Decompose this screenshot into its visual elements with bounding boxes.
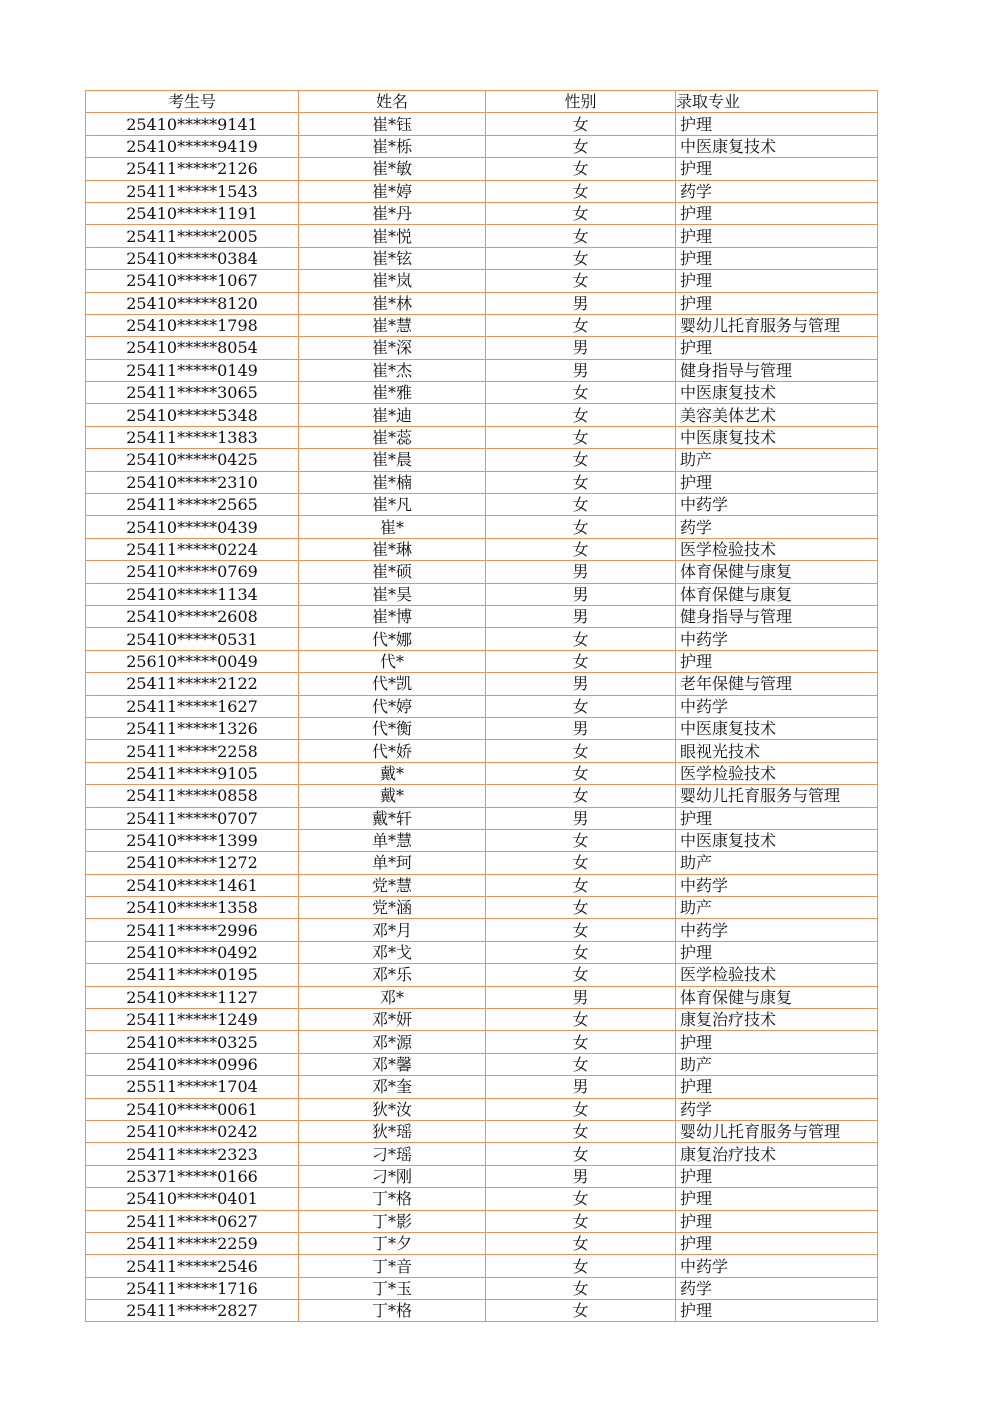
candidate-id-cell: 25410*****0242: [86, 1120, 299, 1142]
major-cell: 体育保健与康复: [676, 561, 878, 583]
table-row: [86, 180, 878, 202]
major-cell: 助产: [676, 852, 878, 874]
table-row: [86, 1009, 878, 1031]
gender-cell: 女: [486, 113, 676, 135]
name-cell: 崔*迪: [299, 404, 486, 426]
gender-cell: 女: [486, 1232, 676, 1254]
table-row: [86, 538, 878, 560]
table-row: [86, 919, 878, 941]
table-row: [86, 359, 878, 381]
major-cell: 体育保健与康复: [676, 583, 878, 605]
candidate-id-cell: 25410*****1067: [86, 270, 299, 292]
major-cell: 护理: [676, 337, 878, 359]
name-cell: 丁*格: [299, 1300, 486, 1322]
candidate-id-cell: 25410*****1461: [86, 874, 299, 896]
name-cell: 邓*源: [299, 1031, 486, 1053]
gender-cell: 女: [486, 1053, 676, 1075]
gender-cell: 男: [486, 605, 676, 627]
name-cell: 邓*: [299, 986, 486, 1008]
gender-cell: 男: [486, 359, 676, 381]
name-cell: 邓*乐: [299, 964, 486, 986]
major-cell: 护理: [676, 471, 878, 493]
candidate-id-cell: 25410*****1272: [86, 852, 299, 874]
name-cell: 崔*丹: [299, 202, 486, 224]
table-row: [86, 1053, 878, 1075]
major-cell: 药学: [676, 1098, 878, 1120]
major-cell: 护理: [676, 1232, 878, 1254]
major-cell: 婴幼儿托育服务与管理: [676, 785, 878, 807]
gender-cell: 女: [486, 180, 676, 202]
name-cell: 单*慧: [299, 829, 486, 851]
table-row: [86, 292, 878, 314]
gender-cell: 女: [486, 494, 676, 516]
candidate-id-cell: 25410*****8054: [86, 337, 299, 359]
major-cell: 医学检验技术: [676, 538, 878, 560]
table-row: [86, 1165, 878, 1187]
major-cell: 护理: [676, 807, 878, 829]
candidate-id-cell: 25411*****1543: [86, 180, 299, 202]
candidate-id-cell: 25410*****9419: [86, 135, 299, 157]
gender-cell: 男: [486, 807, 676, 829]
table-row: [86, 1143, 878, 1165]
name-cell: 丁*玉: [299, 1277, 486, 1299]
table-row: [86, 113, 878, 135]
gender-cell: 女: [486, 225, 676, 247]
major-cell: 中医康复技术: [676, 829, 878, 851]
table-row: [86, 449, 878, 471]
major-cell: 护理: [676, 1165, 878, 1187]
gender-cell: 女: [486, 135, 676, 157]
name-cell: 崔*敏: [299, 158, 486, 180]
candidate-id-cell: 25410*****1127: [86, 986, 299, 1008]
candidate-id-cell: 25410*****1191: [86, 202, 299, 224]
table-row: [86, 785, 878, 807]
gender-cell: 女: [486, 852, 676, 874]
gender-cell: 女: [486, 829, 676, 851]
gender-cell: 女: [486, 628, 676, 650]
candidate-id-cell: 25410*****0492: [86, 941, 299, 963]
gender-cell: 女: [486, 1210, 676, 1232]
table-row: [86, 807, 878, 829]
table-row: [86, 986, 878, 1008]
name-cell: 丁*影: [299, 1210, 486, 1232]
table-row: [86, 426, 878, 448]
candidate-id-cell: 25411*****0149: [86, 359, 299, 381]
table-row: [86, 270, 878, 292]
major-cell: 婴幼儿托育服务与管理: [676, 314, 878, 336]
table-row: [86, 561, 878, 583]
candidate-id-cell: 25411*****3065: [86, 382, 299, 404]
candidate-id-cell: 25411*****1383: [86, 426, 299, 448]
candidate-id-cell: 25371*****0166: [86, 1165, 299, 1187]
candidate-id-cell: 25411*****0224: [86, 538, 299, 560]
table-row: [86, 135, 878, 157]
candidate-id-cell: 25411*****0858: [86, 785, 299, 807]
candidate-id-cell: 25410*****0769: [86, 561, 299, 583]
major-cell: 中医康复技术: [676, 135, 878, 157]
candidate-id-cell: 25511*****1704: [86, 1076, 299, 1098]
name-cell: 崔*林: [299, 292, 486, 314]
candidate-id-cell: 25411*****2126: [86, 158, 299, 180]
candidate-id-cell: 25410*****0439: [86, 516, 299, 538]
gender-cell: 男: [486, 986, 676, 1008]
name-cell: 崔*婷: [299, 180, 486, 202]
candidate-id-cell: 25411*****1249: [86, 1009, 299, 1031]
major-cell: 中药学: [676, 1255, 878, 1277]
candidate-id-cell: 25411*****2005: [86, 225, 299, 247]
name-cell: 崔*博: [299, 605, 486, 627]
table-row: [86, 1031, 878, 1053]
major-cell: 护理: [676, 292, 878, 314]
candidate-id-cell: 25410*****2608: [86, 605, 299, 627]
gender-cell: 男: [486, 292, 676, 314]
table-row: [86, 404, 878, 426]
major-cell: 护理: [676, 1031, 878, 1053]
major-cell: 护理: [676, 202, 878, 224]
candidate-id-cell: 25410*****1399: [86, 829, 299, 851]
gender-cell: 女: [486, 270, 676, 292]
table-row: [86, 897, 878, 919]
table-row: [86, 740, 878, 762]
name-cell: 党*慧: [299, 874, 486, 896]
gender-cell: 女: [486, 1120, 676, 1142]
candidate-id-cell: 25411*****1716: [86, 1277, 299, 1299]
gender-cell: 女: [486, 1009, 676, 1031]
table-row: [86, 494, 878, 516]
candidate-id-cell: 25410*****1134: [86, 583, 299, 605]
gender-cell: 女: [486, 1300, 676, 1322]
name-cell: 丁*音: [299, 1255, 486, 1277]
major-cell: 助产: [676, 449, 878, 471]
major-cell: 中医康复技术: [676, 426, 878, 448]
gender-cell: 女: [486, 964, 676, 986]
major-cell: 护理: [676, 270, 878, 292]
name-cell: 党*涵: [299, 897, 486, 919]
name-cell: 戴*: [299, 785, 486, 807]
gender-cell: 女: [486, 382, 676, 404]
name-cell: 崔*琳: [299, 538, 486, 560]
candidate-id-cell: 25410*****2310: [86, 471, 299, 493]
name-cell: 邓*奎: [299, 1076, 486, 1098]
name-cell: 代*娇: [299, 740, 486, 762]
name-cell: 狄*瑶: [299, 1120, 486, 1142]
table-row: [86, 314, 878, 336]
major-cell: 护理: [676, 1300, 878, 1322]
gender-cell: 女: [486, 740, 676, 762]
name-cell: 代*凯: [299, 673, 486, 695]
gender-cell: 男: [486, 673, 676, 695]
candidate-id-cell: 25411*****2827: [86, 1300, 299, 1322]
major-cell: 体育保健与康复: [676, 986, 878, 1008]
table-row: [86, 225, 878, 247]
gender-cell: 女: [486, 1143, 676, 1165]
name-cell: 崔*慧: [299, 314, 486, 336]
candidate-id-cell: 25411*****2122: [86, 673, 299, 695]
gender-cell: 女: [486, 516, 676, 538]
table-row: [86, 717, 878, 739]
major-cell: 中药学: [676, 919, 878, 941]
gender-cell: 女: [486, 1277, 676, 1299]
major-cell: 老年保健与管理: [676, 673, 878, 695]
name-cell: 崔*杰: [299, 359, 486, 381]
gender-cell: 女: [486, 1255, 676, 1277]
candidate-id-cell: 25411*****2565: [86, 494, 299, 516]
major-cell: 中医康复技术: [676, 382, 878, 404]
table-row: [86, 874, 878, 896]
table-row: [86, 1098, 878, 1120]
name-cell: 戴*: [299, 762, 486, 784]
candidate-id-cell: 25411*****0195: [86, 964, 299, 986]
name-cell: 单*珂: [299, 852, 486, 874]
table-row: [86, 202, 878, 224]
candidate-id-cell: 25411*****0707: [86, 807, 299, 829]
candidate-id-cell: 25410*****0996: [86, 1053, 299, 1075]
major-cell: 眼视光技术: [676, 740, 878, 762]
gender-cell: 女: [486, 941, 676, 963]
candidate-id-cell: 25410*****9141: [86, 113, 299, 135]
table-row: [86, 583, 878, 605]
table-row: [86, 964, 878, 986]
major-cell: 护理: [676, 941, 878, 963]
major-cell: 美容美体艺术: [676, 404, 878, 426]
name-cell: 崔*楠: [299, 471, 486, 493]
major-cell: 护理: [676, 225, 878, 247]
major-cell: 药学: [676, 180, 878, 202]
name-cell: 崔*岚: [299, 270, 486, 292]
major-cell: 中药学: [676, 695, 878, 717]
major-cell: 医学检验技术: [676, 964, 878, 986]
name-cell: 丁*夕: [299, 1232, 486, 1254]
table-row: [86, 1076, 878, 1098]
major-cell: 康复治疗技术: [676, 1009, 878, 1031]
major-cell: 护理: [676, 1076, 878, 1098]
name-cell: 崔*栎: [299, 135, 486, 157]
table-row: [86, 1232, 878, 1254]
gender-cell: 女: [486, 314, 676, 336]
major-cell: 康复治疗技术: [676, 1143, 878, 1165]
table-row: [86, 1188, 878, 1210]
gender-cell: 女: [486, 897, 676, 919]
table-row: [86, 1120, 878, 1142]
gender-cell: 女: [486, 695, 676, 717]
table-row: [86, 852, 878, 874]
gender-cell: 女: [486, 919, 676, 941]
major-cell: 健身指导与管理: [676, 605, 878, 627]
candidate-id-cell: 25410*****0061: [86, 1098, 299, 1120]
major-cell: 助产: [676, 897, 878, 919]
candidate-id-cell: 25411*****2259: [86, 1232, 299, 1254]
name-cell: 邓*馨: [299, 1053, 486, 1075]
name-cell: 邓*戈: [299, 941, 486, 963]
table-row: [86, 516, 878, 538]
major-cell: 护理: [676, 247, 878, 269]
table-row: [86, 829, 878, 851]
gender-cell: 女: [486, 202, 676, 224]
gender-cell: 女: [486, 471, 676, 493]
table-row: [86, 382, 878, 404]
table-header-row: [86, 91, 878, 113]
table-row: [86, 695, 878, 717]
header-major: 录取专业: [676, 91, 878, 113]
candidate-id-cell: 25410*****1798: [86, 314, 299, 336]
major-cell: 护理: [676, 1210, 878, 1232]
gender-cell: 女: [486, 158, 676, 180]
name-cell: 狄*汝: [299, 1098, 486, 1120]
gender-cell: 女: [486, 1098, 676, 1120]
gender-cell: 男: [486, 561, 676, 583]
candidate-id-cell: 25411*****2258: [86, 740, 299, 762]
name-cell: 丁*格: [299, 1188, 486, 1210]
major-cell: 护理: [676, 113, 878, 135]
gender-cell: 女: [486, 1188, 676, 1210]
candidate-id-cell: 25411*****0627: [86, 1210, 299, 1232]
candidate-id-cell: 25410*****0425: [86, 449, 299, 471]
gender-cell: 男: [486, 1076, 676, 1098]
table-row: [86, 1300, 878, 1322]
table-row: [86, 941, 878, 963]
gender-cell: 女: [486, 404, 676, 426]
name-cell: 邓*妍: [299, 1009, 486, 1031]
table-row: [86, 1210, 878, 1232]
gender-cell: 女: [486, 650, 676, 672]
major-cell: 中医康复技术: [676, 717, 878, 739]
candidate-id-cell: 25410*****0531: [86, 628, 299, 650]
major-cell: 婴幼儿托育服务与管理: [676, 1120, 878, 1142]
gender-cell: 男: [486, 1165, 676, 1187]
name-cell: 戴*轩: [299, 807, 486, 829]
gender-cell: 女: [486, 247, 676, 269]
name-cell: 代*: [299, 650, 486, 672]
major-cell: 中药学: [676, 494, 878, 516]
name-cell: 崔*铉: [299, 247, 486, 269]
candidate-id-cell: 25411*****2323: [86, 1143, 299, 1165]
gender-cell: 女: [486, 762, 676, 784]
header-candidate-id: 考生号: [86, 91, 299, 113]
major-cell: 护理: [676, 158, 878, 180]
name-cell: 崔*悦: [299, 225, 486, 247]
major-cell: 护理: [676, 1188, 878, 1210]
table-body: [86, 113, 878, 1322]
major-cell: 健身指导与管理: [676, 359, 878, 381]
table-row: [86, 673, 878, 695]
candidate-id-cell: 25410*****1358: [86, 897, 299, 919]
candidate-id-cell: 25411*****2546: [86, 1255, 299, 1277]
gender-cell: 女: [486, 785, 676, 807]
gender-cell: 男: [486, 583, 676, 605]
table-row: [86, 650, 878, 672]
name-cell: 代*婷: [299, 695, 486, 717]
candidate-id-cell: 25410*****0384: [86, 247, 299, 269]
gender-cell: 女: [486, 426, 676, 448]
name-cell: 崔*钰: [299, 113, 486, 135]
name-cell: 崔*晨: [299, 449, 486, 471]
name-cell: 崔*雅: [299, 382, 486, 404]
header-gender: 性别: [486, 91, 676, 113]
admission-list-sheet: [85, 90, 877, 1322]
table-row: [86, 1277, 878, 1299]
name-cell: 崔*深: [299, 337, 486, 359]
name-cell: 刁*刚: [299, 1165, 486, 1187]
major-cell: 护理: [676, 650, 878, 672]
major-cell: 药学: [676, 1277, 878, 1299]
admission-table: [85, 90, 878, 1322]
candidate-id-cell: 25410*****5348: [86, 404, 299, 426]
candidate-id-cell: 25410*****0325: [86, 1031, 299, 1053]
name-cell: 崔*硕: [299, 561, 486, 583]
candidate-id-cell: 25610*****0049: [86, 650, 299, 672]
table-row: [86, 1255, 878, 1277]
major-cell: 中药学: [676, 628, 878, 650]
candidate-id-cell: 25410*****0401: [86, 1188, 299, 1210]
name-cell: 崔*昊: [299, 583, 486, 605]
table-row: [86, 762, 878, 784]
gender-cell: 男: [486, 337, 676, 359]
name-cell: 崔*: [299, 516, 486, 538]
gender-cell: 女: [486, 449, 676, 471]
name-cell: 邓*月: [299, 919, 486, 941]
gender-cell: 女: [486, 1031, 676, 1053]
major-cell: 助产: [676, 1053, 878, 1075]
table-row: [86, 628, 878, 650]
gender-cell: 男: [486, 717, 676, 739]
table-row: [86, 247, 878, 269]
name-cell: 崔*蕊: [299, 426, 486, 448]
table-row: [86, 605, 878, 627]
candidate-id-cell: 25411*****1627: [86, 695, 299, 717]
table-row: [86, 337, 878, 359]
name-cell: 崔*凡: [299, 494, 486, 516]
name-cell: 代*衡: [299, 717, 486, 739]
candidate-id-cell: 25411*****1326: [86, 717, 299, 739]
table-row: [86, 471, 878, 493]
table-row: [86, 158, 878, 180]
header-name: 姓名: [299, 91, 486, 113]
gender-cell: 女: [486, 538, 676, 560]
name-cell: 刁*瑶: [299, 1143, 486, 1165]
major-cell: 中药学: [676, 874, 878, 896]
candidate-id-cell: 25411*****9105: [86, 762, 299, 784]
candidate-id-cell: 25411*****2996: [86, 919, 299, 941]
major-cell: 药学: [676, 516, 878, 538]
candidate-id-cell: 25410*****8120: [86, 292, 299, 314]
major-cell: 医学检验技术: [676, 762, 878, 784]
gender-cell: 女: [486, 874, 676, 896]
name-cell: 代*娜: [299, 628, 486, 650]
